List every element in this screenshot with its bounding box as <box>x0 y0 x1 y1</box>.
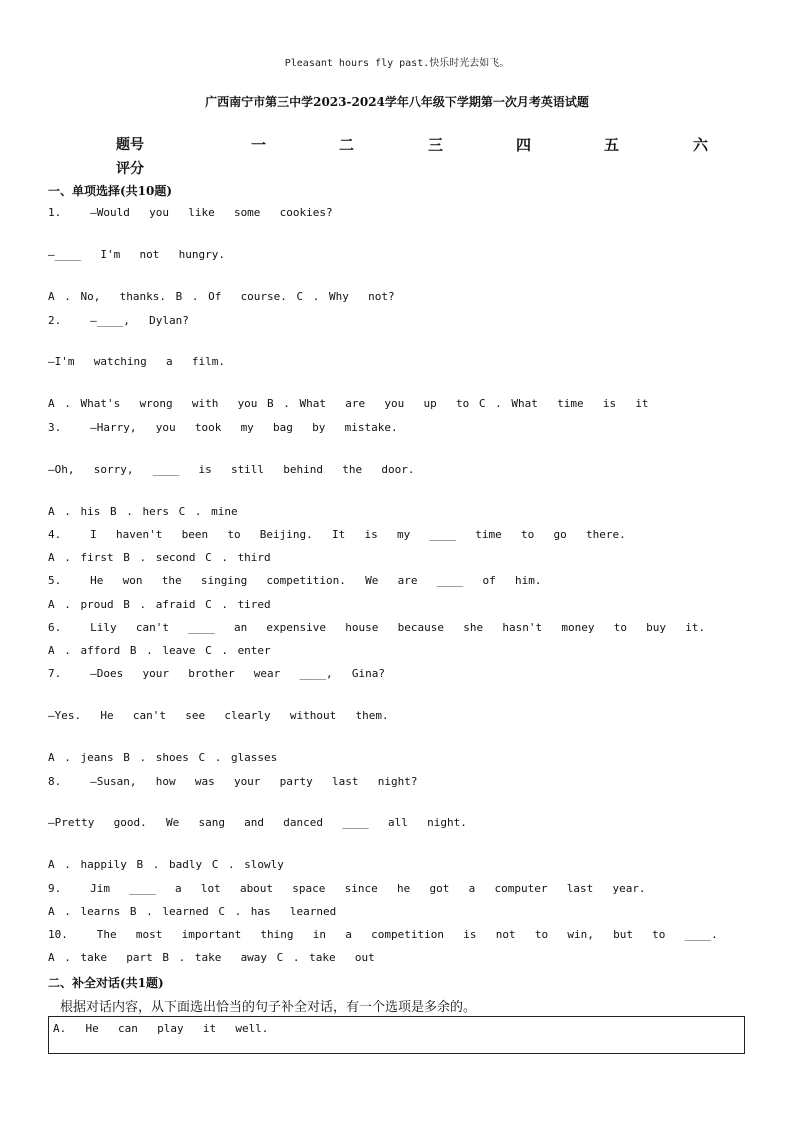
section-heading-dialogue: 二、补全对话(共1题) <box>48 976 164 990</box>
question-line: —Pretty good. We sang and danced ____ all night. <box>48 816 467 829</box>
option-line: A . No, thanks. B . Of course. C . Why not? <box>48 290 395 303</box>
score-col-5: 五 <box>604 136 620 154</box>
question-line: 2. —____, Dylan? <box>48 314 189 327</box>
question-line: 4. I haven't been to Beijing. It is my ____ time to go there. <box>48 528 626 541</box>
question-line: —Yes. He can't see clearly without them. <box>48 709 389 722</box>
question-line: —Oh, sorry, ____ is still behind the door. <box>48 463 415 476</box>
page-header: Pleasant hours fly past.快乐时光去如飞。 <box>284 58 510 69</box>
option-line: A . jeans B . shoes C . glasses <box>48 751 278 764</box>
option-line: A . learns B . learned C . has learned <box>48 905 337 918</box>
score-col-4: 四 <box>516 136 532 154</box>
option-line: A . take part B . take away C . take out <box>48 951 375 964</box>
score-row-label-score: 评分 <box>116 161 144 177</box>
section-heading-single-choice: 一、单项选择(共10题) <box>48 184 173 198</box>
score-col-6: 六 <box>693 136 709 154</box>
score-col-1: 一 <box>251 136 267 154</box>
question-line: —I'm watching a film. <box>48 355 225 368</box>
option-line: A . first B . second C . third <box>48 551 271 564</box>
exam-title: 广西南宁市第三中学2023-2024学年八年级下学期第一次月考英语试题 <box>205 95 589 109</box>
score-col-3: 三 <box>428 136 444 154</box>
question-line: 3. —Harry, you took my bag by mistake. <box>48 421 398 434</box>
question-line: 6. Lily can't ____ an expensive house because she hasn't money to buy it. <box>48 621 706 634</box>
question-line: 9. Jim ____ a lot about space since he got a computer last year. <box>48 882 646 895</box>
dialogue-instruction: 根据对话内容，从下面选出恰当的句子补全对话，有一个选项是多余的。 <box>60 1000 477 1015</box>
question-line: 10. The most important thing in a competition is not to win, but to ____. <box>48 928 718 941</box>
option-line: A . afford B . leave C . enter <box>48 644 271 657</box>
question-line: —____ I'm not hungry. <box>48 248 225 261</box>
options-box <box>48 1016 745 1054</box>
option-line: A . his B . hers C . mine <box>48 505 238 518</box>
dialogue-option-a: A. He can play it well. <box>53 1022 269 1035</box>
question-line: 7. —Does your brother wear ____, Gina? <box>48 667 386 680</box>
question-line: 1. —Would you like some cookies? <box>48 206 333 219</box>
score-row-label-question: 题号 <box>116 137 144 153</box>
question-line: 8. —Susan, how was your party last night? <box>48 775 418 788</box>
score-col-2: 二 <box>339 136 355 154</box>
option-line: A . proud B . afraid C . tired <box>48 598 271 611</box>
option-line: A . What's wrong with you B . What are you up to C . What time is it <box>48 397 649 410</box>
question-line: 5. He won the singing competition. We are ____ of him. <box>48 574 542 587</box>
option-line: A . happily B . badly C . slowly <box>48 858 284 871</box>
